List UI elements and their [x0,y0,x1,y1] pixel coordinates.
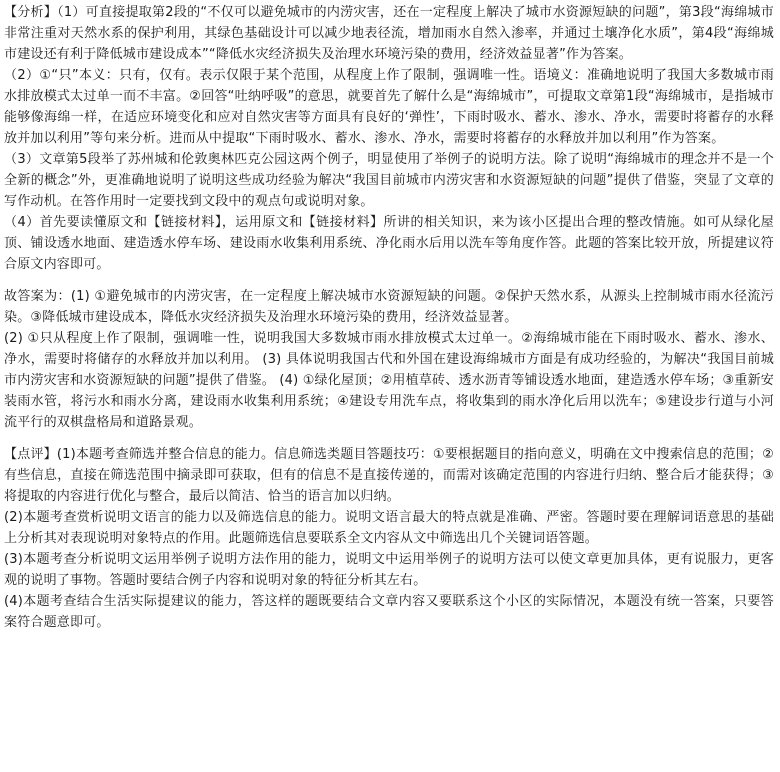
comment-part-2: (2)本题考查赏析说明文语言的能力以及筛选信息的能力。说明文语言最大的特点就是准确、严密。答题时要在理解词语意思的基础上分析其对表现说明对象特点的作用。此题筛选信息要联系全文内容从文中筛选出几个关键词语答题。 [4,510,774,546]
comment-part-3: (3)本题考查分析说明文运用举例子说明方法作用的能力，说明文中运用举例子的说明方法可以使文章更加具体，更有说服力，更客观的说明了事物。答题时要结合例子内容和说明对象的特征分析其左右。 [4,552,774,588]
analysis-section [4,2,774,275]
answer-section [4,286,774,433]
analysis-part-1: 【分析】（1）可直接提取第2段的“不仅可以避免城市的内涝灾害，还在一定程度上解决了城市水资源短缺的问题”，第3段“海绵城市非常注重对天然水系的保护利用，其绿色基础设计可以减少地表径流，增加雨水自然入渗率，并通过土壤净化水质”，第4段“海绵城市建设还有利于降低城市建设成本”“降低水灾经济损失及治理水环境污染的费用，经济效益显著”作为答案。 [4,5,774,62]
analysis-part-3: （3）文章第5段举了苏州城和伦敦奥林匹克公园这两个例子，明显使用了举例子的说明方法。除了说明“海绵城市的理念并不是一个全新的概念”外，更准确地说明了说明这些成功经验为解决“我国目前城市内涝灾害和水资源短缺的问题”提供了借鉴，突显了文章的写作动机。在答作用时一定要找到文段中的观点句或说明对象。 [4,152,774,209]
answer-part-1: 故答案为：(1) ①避免城市的内涝灾害，在一定程度上解决城市水资源短缺的问题。②保护天然水系，从源头上控制城市雨水径流污染。③降低城市建设成本，降低水灾经济损失及治理水环境污染的费用，经济效益显著。 [4,289,774,325]
comment-section [4,444,774,633]
comment-part-4: (4)本题考查结合生活实际提建议的能力，答这样的题既要结合文章内容又要联系这个小区的实际情况，本题没有统一答案，只要答案符合题意即可。 [4,594,774,630]
analysis-part-4: （4）首先要读懂原文和【链接材料】，运用原文和【链接材料】所讲的相关知识，来为该小区提出合理的整改情施。如可从绿化屋顶、铺设透水地面、建造透水停车场、建设雨水收集利用系统、净化雨水后用以洗车等角度作答。此题的答案比较开放，所提建议符合原文内容即可。 [4,215,774,272]
analysis-part-2: （2）①“只”本义：只有，仅有。表示仅限于某个范围，从程度上作了限制，强调唯一性。语境义：准确地说明了我国大多数城市雨水排放模式太过单一而不丰富。②回答“吐纳呼吸”的意思，就要首先了解什么是“海绵城市”，可提取文章第1段“海绵城市，是指城市能够像海绵一样，在适应环境变化和应对自然灾害等方面具有良好的‘弹性’，下雨时吸水、蓄水、渗水、净水，需要时将蓄存的水释放并加以利用”等句来分析。进而从中提取“下雨时吸水、蓄水、渗水、净水，需要时将蓄存的水释放并加以利用”作为答案。 [4,68,774,146]
answer-part-2: (2) ①只从程度上作了限制，强调唯一性，说明我国大多数城市雨水排放模式太过单一。②海绵城市能在下雨时吸水、蓄水、渗水、净水，需要时将储存的水释放并加以利用。 (3) 具体说明我国古代和外国在建设海绵城市方面是有成功经验的，为解决“我国目前城市内涝灾害和水资源短缺的问题”提供了借鉴。 (4) ①绿化屋顶；②用植草砖、透水沥青等铺设透水地面，建造透水停车场；③重新安装雨水管，将污水和雨水分离，建设雨水收集利用系统；④建设专用洗车点，将收集到的雨水净化后用以洗车；⑤建设步行道与小河流平行的双棋盘格局和道路景观。 [4,331,774,430]
section-spacer [4,275,774,286]
section-spacer [4,433,774,444]
comment-part-1: 【点评】(1)本题考查筛选并整合信息的能力。信息筛选类题目答题技巧：①要根据题目的指向意义，明确在文中搜索信息的范围；②有些信息，直接在筛选范围中摘录即可获取，但有的信息不是直接传递的，而需对该确定范围的内容进行归纳、整合后才能获得；③将提取的内容进行优化与整合，最后以简洁、恰当的语言加以归纳。 [4,447,774,504]
